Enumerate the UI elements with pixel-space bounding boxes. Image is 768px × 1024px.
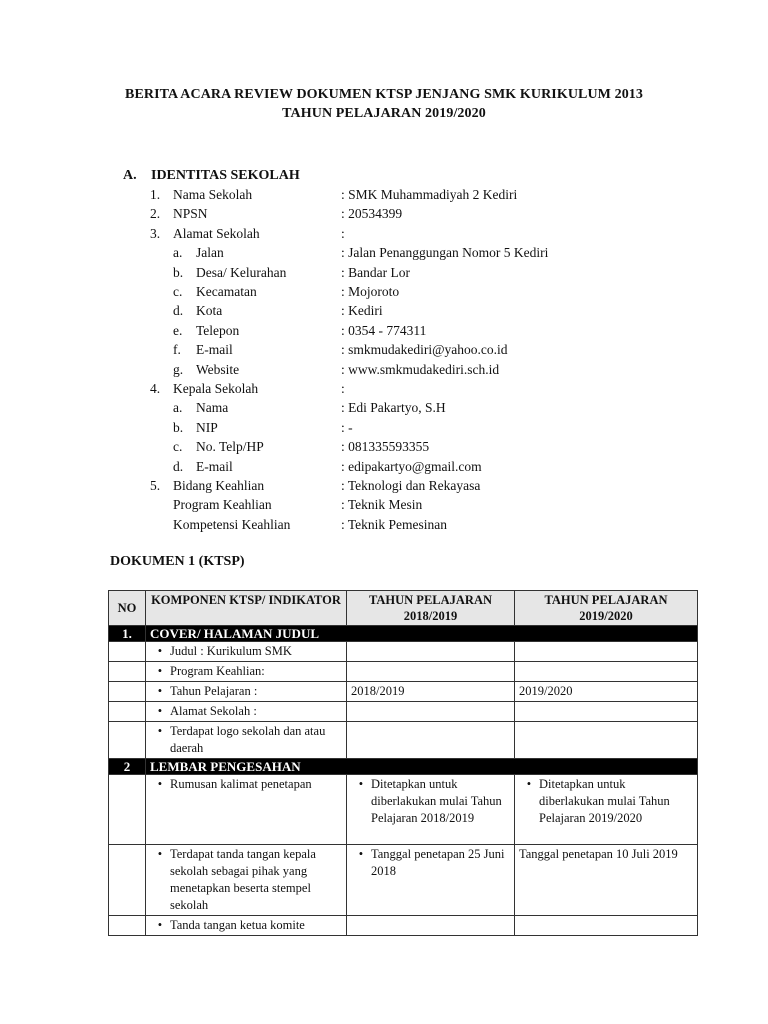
no-cell [109,682,146,702]
item-cell [146,722,347,759]
identitas-row [0,301,700,320]
row-number: e. [173,322,183,338]
item-text: Tahun Pelajaran : [170,684,258,698]
tp-2018-cell [347,662,515,682]
header-tp-2018: TAHUN PELAJARAN 2018/2019 [347,591,515,626]
row-value: : Teknologi dan Rekayasa [341,478,481,493]
row-label: E-mail [196,342,233,358]
table-row [109,775,698,845]
row-value: : Jalan Penanggungan Nomor 5 Kediri [341,245,549,261]
row-value: : edipakartyo@gmail.com [341,458,482,474]
document-title-line1: BERITA ACARA REVIEW DOKUMEN KTSP JENJANG SMK KURIKULUM 2013 [125,87,643,102]
no-cell [109,916,146,936]
tp-2018-cell [347,845,515,916]
item-cell [146,845,347,916]
bullet-icon: • [526,777,532,791]
identitas-row [0,340,700,359]
tp-2019-cell [515,702,698,722]
row-value: : Edi Pakartyo, S.H [341,400,446,416]
row-value: : Mojoroto [341,284,400,299]
tp-2019-cell: 2019/2020 [515,682,698,702]
section-heading-text: IDENTITAS SEKOLAH [151,168,300,183]
section-identitas-heading [123,168,300,184]
tp-2019-cell [515,775,698,845]
tp-2019-cell [515,662,698,682]
identitas-row [0,457,700,476]
cell-text: Tanggal penetapan 25 Juni 2018 [371,847,505,878]
row-label: E-mail [196,458,233,474]
row-number: 3. [150,225,161,241]
row-value: : [341,381,345,396]
row-label: Jalan [196,245,224,261]
document-title-line2: TAHUN PELAJARAN 2019/2020 [282,106,486,121]
row-value: : smkmudakediri@yahoo.co.id [341,342,508,358]
identitas-row [0,321,700,340]
tp-2019-cell: Tanggal penetapan 10 Juli 2019 [515,845,698,916]
row-number: d. [173,458,184,474]
row-label: Nama [196,400,229,416]
row-number: 1. [150,187,161,202]
item-cell [146,662,347,682]
no-cell [109,775,146,845]
section-number: 2 [109,759,146,775]
identitas-row [0,360,700,379]
no-cell [109,662,146,682]
table-row [109,682,698,702]
row-label: Alamat Sekolah [173,225,260,241]
table-row [109,702,698,722]
tp-2019-cell [515,916,698,936]
identitas-row [0,224,700,243]
row-number: b. [173,419,184,435]
bullet-icon: • [157,664,163,678]
item-cell [146,916,347,936]
row-label: Kota [196,303,223,319]
row-number: d. [173,303,184,319]
row-label: Website [196,361,240,377]
row-label: Desa/ Kelurahan [196,264,287,280]
identitas-row [0,476,700,495]
item-cell [146,682,347,702]
bullet-icon: • [157,847,163,861]
table-row [109,722,698,759]
tp-2018-cell [347,775,515,845]
item-cell [146,702,347,722]
tp-2018-cell: 2018/2019 [347,682,515,702]
tp-2018-cell [347,916,515,936]
row-number: a. [173,245,183,261]
row-label: Kecamatan [196,284,257,299]
row-label: Kompetensi Keahlian [173,516,291,532]
row-label: NPSN [173,206,208,222]
identitas-row [0,495,700,514]
table-row [109,642,698,662]
item-text: Program Keahlian: [170,664,265,678]
header-tp-2019: TAHUN PELAJARAN 2019/2020 [515,591,698,626]
row-number: c. [173,284,183,299]
no-cell [109,845,146,916]
section-letter: A. [123,168,137,183]
no-cell [109,642,146,662]
row-value: : Bandar Lor [341,264,410,280]
row-value: : www.smkmudakediri.sch.id [341,361,500,377]
row-number: f. [173,342,181,358]
identitas-row [0,437,700,456]
row-value: : 0354 - 774311 [341,322,427,338]
identitas-row [0,185,700,204]
row-number: g. [173,361,184,377]
row-number: c. [173,439,183,455]
row-value: : Teknik Mesin [341,497,423,513]
row-number: a. [173,400,183,416]
table-row [109,916,698,936]
table-row [109,845,698,916]
header-no: NO [109,591,146,626]
bullet-icon: • [358,777,364,791]
row-value: : Kediri [341,303,383,319]
row-value: : [341,225,345,241]
bullet-icon: • [157,724,163,738]
identitas-row [0,263,700,282]
item-text: Alamat Sekolah : [170,704,257,718]
section-row-cover [109,626,698,642]
row-number: 2. [150,206,161,222]
tp-2018-cell [347,722,515,759]
row-value: : - [341,419,353,435]
table-header-row [109,591,698,626]
item-text: Terdapat tanda tangan kepala sekolah sebagai pihak yang menetapkan beserta stempel sekolah [170,847,316,912]
item-cell [146,775,347,845]
ktsp-table [108,590,698,936]
row-number: 5. [150,478,161,493]
identitas-row [0,243,700,262]
row-label: Kepala Sekolah [173,381,259,396]
row-value: : SMK Muhammadiyah 2 Kediri [341,187,518,202]
tp-2019-cell [515,642,698,662]
item-text: Terdapat logo sekolah dan atau daerah [170,724,326,755]
bullet-icon: • [358,847,364,861]
section-label: LEMBAR PENGESAHAN [146,759,698,775]
identitas-row [0,418,700,437]
row-label: Nama Sekolah [173,187,253,202]
row-label: Program Keahlian [173,497,272,513]
bullet-icon: • [157,684,163,698]
no-cell [109,722,146,759]
identitas-row [0,204,700,223]
bullet-icon: • [157,918,163,932]
tp-2018-cell [347,642,515,662]
cell-text: Ditetapkan untuk diberlakukan mulai Tahun Pelajaran 2019/2020 [539,777,670,825]
item-text: Tanda tangan ketua komite [170,918,305,932]
section-row-pengesahan [109,759,698,775]
identitas-row [0,282,700,301]
identitas-row [0,379,700,398]
row-label: Bidang Keahlian [173,478,265,493]
header-komponen: KOMPONEN KTSP/ INDIKATOR [146,591,347,626]
tp-2019-cell [515,722,698,759]
section-number: 1. [109,626,146,642]
no-cell [109,702,146,722]
item-cell [146,642,347,662]
item-text: Rumusan kalimat penetapan [170,777,312,791]
identitas-row [0,515,700,534]
identitas-row [0,398,700,417]
row-value: : 20534399 [341,206,403,222]
row-number: b. [173,264,184,280]
row-value: : Teknik Pemesinan [341,516,448,532]
bullet-icon: • [157,777,163,791]
table-row [109,662,698,682]
row-number: 4. [150,381,161,396]
row-value: : 081335593355 [341,439,430,455]
dokumen-title: DOKUMEN 1 (KTSP) [110,554,245,569]
row-label: Telepon [196,322,240,338]
row-label: No. Telp/HP [196,439,264,455]
bullet-icon: • [157,644,163,658]
row-label: NIP [196,419,218,435]
tp-2018-cell [347,702,515,722]
cell-text: Ditetapkan untuk diberlakukan mulai Tahun Pelajaran 2018/2019 [371,777,502,825]
item-text: Judul : Kurikulum SMK [170,644,292,658]
bullet-icon: • [157,704,163,718]
section-label: COVER/ HALAMAN JUDUL [146,626,698,642]
